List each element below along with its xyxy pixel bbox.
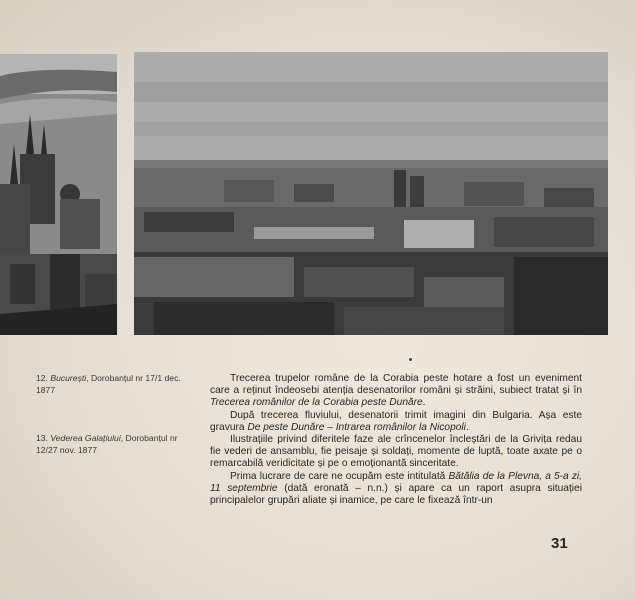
caption-number: 13. — [36, 433, 48, 443]
paragraph-4: Prima lucrare de care ne ocupăm este intitulată Bătălia de la Plevna, a 5-a zi, 11 septembrie (dată eronată – n.n.) și apare ca un raport asupra situației principalelor grupări aliate și inamice, pe care le fixează într-un — [210, 470, 583, 507]
paragraph-2: După trecerea fluviului, desenatorii trimit imagini din Bulgaria. Așa este gravura De peste Dunăre – Intrarea românilor la Nicopoli. — [210, 409, 582, 433]
paragraph-3: Ilustrațiile privind diferitele faze ale crîncenelor încleștări de la Grivița redau fie vederi de ansamblu, fie peisaje și soldați, momente de luptă, toate axate pe o remarcabilă veridicitate și pe o emoționantă sinceritate. — [210, 434, 582, 470]
paragraph-1: Trecerea trupelor române de la Corabia peste hotare a fost un eveniment care a reținut îndeosebi atenția desenatorilor români și străini, subiect tratat și în Trecerea românilor de la Corabia peste Dunăre. — [210, 373, 582, 409]
body-text — [210, 373, 582, 507]
caption-title: Vederea Galațiului — [50, 433, 121, 443]
caption-bucuresti — [36, 372, 196, 396]
page-number: 31 — [551, 535, 568, 552]
caption-number: 12. — [36, 373, 48, 383]
engraving-bucuresti — [0, 54, 117, 335]
caption-galati — [36, 432, 196, 456]
engraving-galati — [134, 52, 608, 335]
caption-source: , Dorobanțul nr 12/27 nov. 1877 — [36, 433, 178, 455]
caption-source: , Dorobanțul nr 17/1 dec. 1877 — [36, 373, 181, 395]
decorative-dot — [409, 358, 412, 361]
caption-title: București — [50, 373, 87, 383]
